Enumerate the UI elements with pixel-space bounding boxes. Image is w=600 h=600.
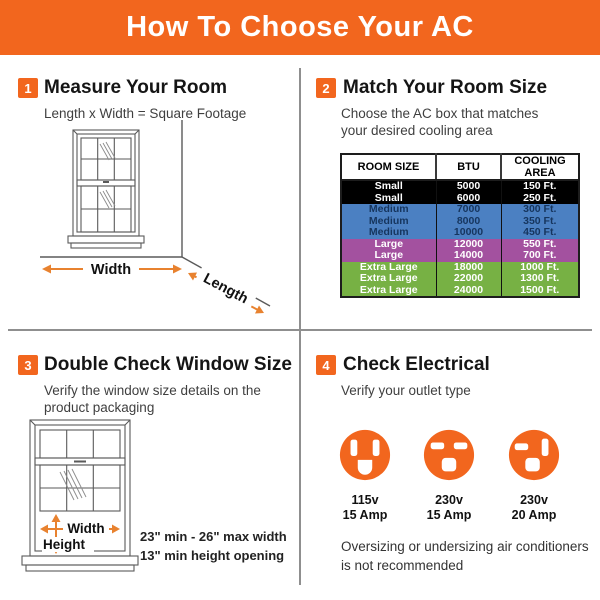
- glass-shine-marks: [60, 469, 86, 500]
- table-cell: Large: [374, 237, 404, 250]
- window-illustration: [68, 130, 144, 248]
- room-size-table: [340, 153, 580, 298]
- outlet-amps: 20 Amp: [511, 508, 557, 522]
- table-cell: 1300 Ft.: [501, 273, 579, 285]
- table-cell: 150 Ft.: [501, 180, 579, 193]
- column-header-btu: BTU: [436, 154, 501, 180]
- table-cell: 450 Ft.: [501, 227, 579, 239]
- table-cell: 5000: [436, 180, 501, 193]
- outlet-115v-15amp-icon: [338, 428, 392, 482]
- outlet-amps: 15 Amp: [342, 508, 388, 522]
- table-row: [341, 204, 579, 216]
- table-row: [341, 250, 579, 262]
- window-size-note: 23" min - 26" max width 13" min height opening: [140, 529, 287, 563]
- width-arrow: [42, 260, 182, 278]
- table-cell: 1000 Ft.: [501, 262, 579, 274]
- length-arrow: [188, 265, 264, 313]
- table-cell: 24000: [436, 285, 501, 298]
- section-subtitle-measure: Length x Width = Square Footage: [44, 106, 247, 121]
- outlet-230v-20amp-icon: [507, 428, 561, 482]
- table-cell: Medium: [368, 226, 409, 238]
- step-4-badge: 4: [316, 355, 336, 375]
- table-cell: 250 Ft.: [501, 193, 579, 205]
- column-header-room-size: ROOM SIZE: [341, 154, 436, 180]
- glass-shine-marks: [100, 142, 115, 208]
- column-header-cooling-area: COOLING AREA: [501, 154, 579, 180]
- table-cell: 1500 Ft.: [501, 285, 579, 298]
- table-cell: 14000: [436, 250, 501, 262]
- horizontal-divider: [8, 329, 592, 331]
- table-row: [341, 273, 579, 285]
- outlet-amps: 15 Amp: [426, 508, 472, 522]
- section-subtitle-electrical: Verify your outlet type: [341, 383, 471, 398]
- section-title-match: Match Your Room Size: [343, 77, 548, 98]
- table-row: [341, 285, 579, 298]
- width-arrow: [40, 520, 120, 536]
- sizing-recommendation-note: Oversizing or undersizing air conditioners is not recommended: [341, 539, 589, 573]
- outlet-230v-15amp-icon: [422, 428, 476, 482]
- table-cell: Extra Large: [359, 260, 418, 273]
- outlet-230v-20amp: [488, 428, 580, 523]
- step-3-badge: 3: [18, 355, 38, 375]
- table-header-row: [341, 154, 579, 180]
- table-cell: 550 Ft.: [501, 239, 579, 251]
- room-size-table-body: [341, 180, 579, 297]
- outlet-115v-15amp: [319, 428, 411, 523]
- table-cell: 22000: [436, 273, 501, 285]
- step-2-badge: 2: [316, 78, 336, 98]
- section-subtitle-match: Choose the AC box that matches your desired cooling area: [341, 106, 539, 138]
- width-label: Width: [90, 262, 132, 278]
- section-subtitle-window: Verify the window size details on the product packaging: [44, 383, 261, 415]
- header-banner: [0, 0, 600, 55]
- table-cell: 300 Ft.: [501, 204, 579, 216]
- section-title-window: Double Check Window Size: [44, 354, 292, 375]
- table-cell: 350 Ft.: [501, 216, 579, 228]
- room-corner-lines: [40, 120, 270, 306]
- outlet-voltage: 115v: [351, 493, 379, 507]
- table-cell: 18000: [436, 262, 501, 274]
- step-1-badge: 1: [18, 78, 38, 98]
- page-title: How To Choose Your AC: [126, 11, 474, 43]
- width-label: Width: [67, 521, 105, 536]
- table-cell: Medium: [368, 203, 409, 215]
- table-cell: Medium: [368, 214, 409, 227]
- table-row: [341, 180, 579, 193]
- table-cell: Small: [374, 191, 403, 204]
- vertical-divider: [299, 68, 301, 585]
- table-cell: 10000: [436, 227, 501, 239]
- room-measure-illustration: [20, 116, 288, 322]
- table-cell: Large: [374, 249, 404, 261]
- table-cell: 7000: [436, 204, 501, 216]
- outlet-voltage: 230v: [435, 493, 463, 507]
- length-label: Length: [200, 270, 251, 308]
- table-row: [341, 227, 579, 239]
- section-title-measure: Measure Your Room: [44, 77, 228, 98]
- height-label: Height: [43, 537, 85, 552]
- outlet-230v-15amp: [403, 428, 495, 523]
- table-cell: 6000: [436, 193, 501, 205]
- table-cell: Small: [374, 180, 403, 192]
- table-cell: 8000: [436, 216, 501, 228]
- table-cell: 700 Ft.: [501, 250, 579, 262]
- table-cell: Extra Large: [359, 272, 418, 284]
- table-cell: 12000: [436, 239, 501, 251]
- section-title-electrical: Check Electrical: [343, 354, 490, 375]
- table-cell: Extra Large: [359, 283, 418, 296]
- outlet-voltage: 230v: [520, 493, 548, 507]
